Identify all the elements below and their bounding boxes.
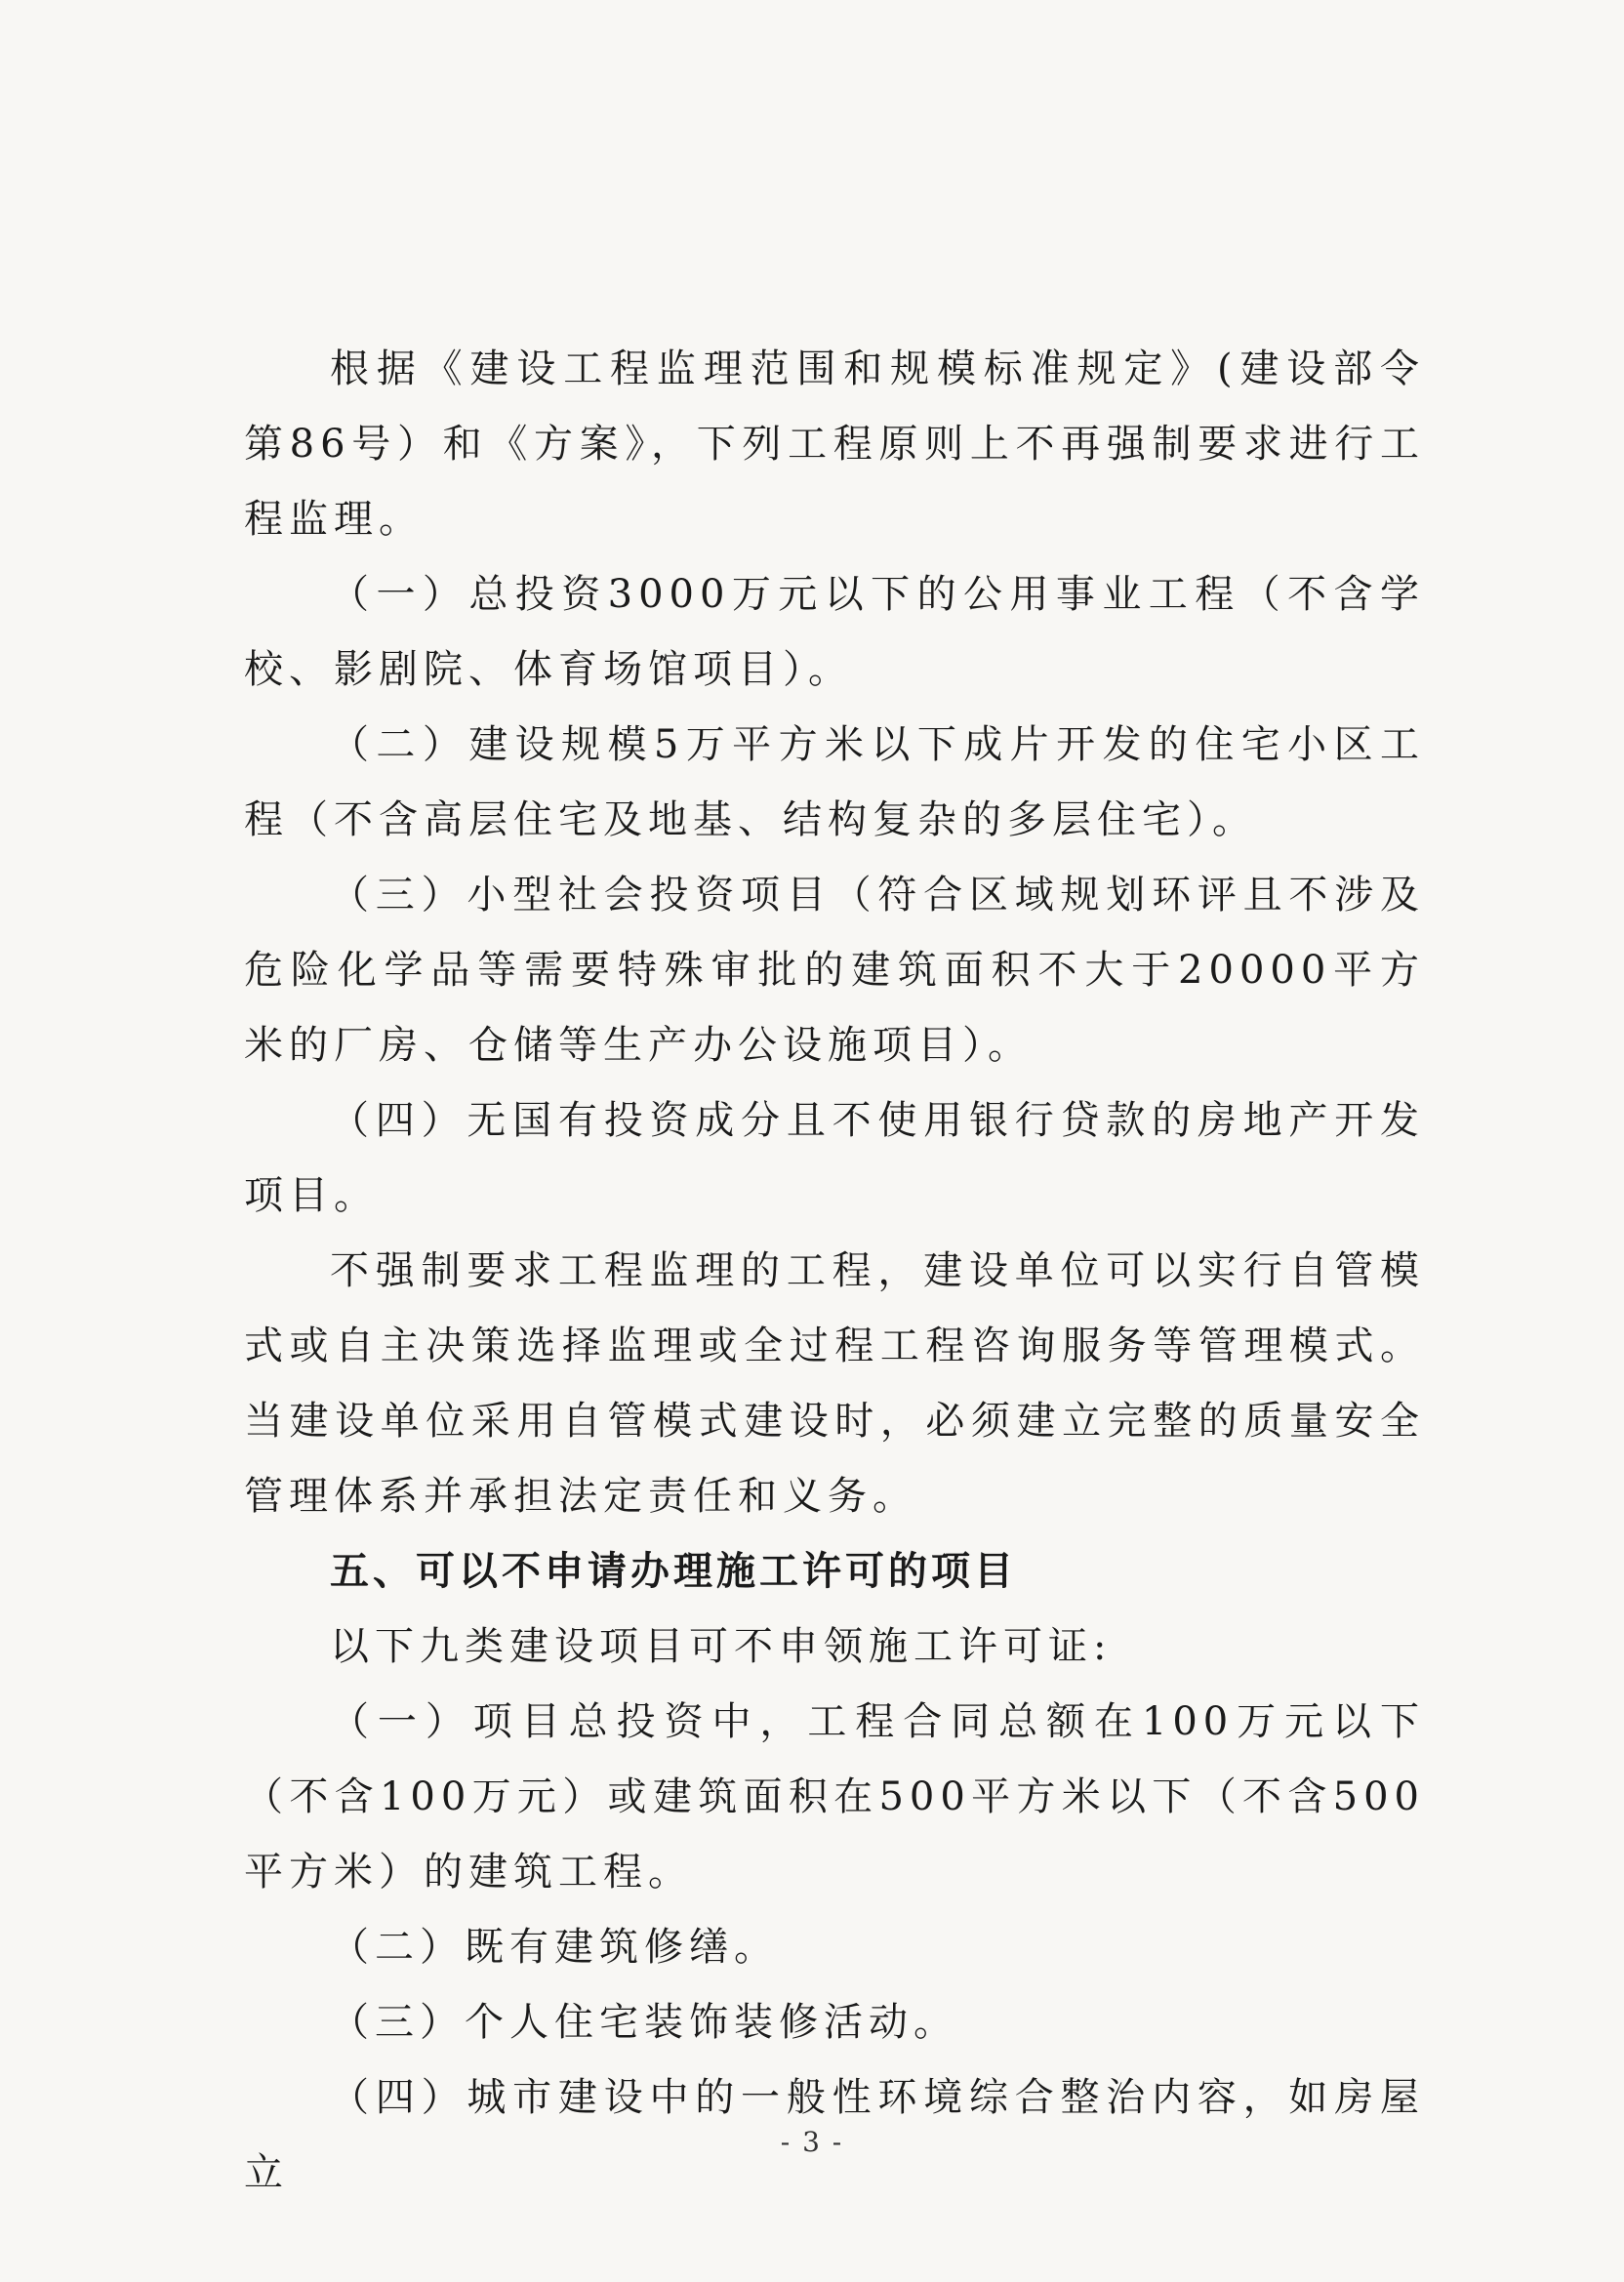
paragraph-permit-item-4: （四）城市建设中的一般性环境综合整治内容，如房屋立 — [244, 2075, 1425, 2195]
paragraph-nine-categories: 以下九类建设项目可不申领施工许可证: — [330, 1624, 1113, 1669]
paragraph-item-1-public-utility: （一）总投资3000万元以下的公用事业工程（不含学校、影剧院、体育场馆项目）。 — [244, 572, 1425, 692]
section-heading-five: 五、可以不申请办理施工许可的项目 — [330, 1549, 1017, 1594]
document-body — [244, 332, 1425, 2211]
paragraph-item-4-real-estate: （四）无国有投资成分且不使用银行贷款的房地产开发项目。 — [244, 1098, 1425, 1218]
paragraph-permit-item-1: （一）项目总投资中，工程合同总额在100万元以下（不含100万元）或建筑面积在500平方米以下（不含500平方米）的建筑工程。 — [244, 1699, 1425, 1895]
paragraph-self-management: 不强制要求工程监理的工程，建设单位可以实行自管模式或自主决策选择监理或全过程工程咨询服务等管理模式。当建设单位采用自管模式建设时，必须建立完整的质量安全管理体系并承担法定责任和义务。 — [244, 1248, 1425, 1519]
paragraph-regulation-basis: 根据《建设工程监理范围和规模标准规定》(建设部令第86号）和《方案》，下列工程原则上不再强制要求进行工程监理。 — [244, 346, 1425, 542]
page-number: - 3 - — [780, 2126, 844, 2158]
paragraph-permit-item-2: （二）既有建筑修缮。 — [330, 1925, 779, 1970]
paragraph-permit-item-3: （三）个人住宅装饰装修活动。 — [330, 2000, 958, 2045]
paragraph-item-3-small-social-investment: （三）小型社会投资项目（符合区域规划环评且不涉及危险化学品等需要特殊审批的建筑面积不大于20000平方米的厂房、仓储等生产办公设施项目）。 — [244, 873, 1425, 1068]
paragraph-item-2-residential: （二）建设规模5万平方米以下成片开发的住宅小区工程（不含高层住宅及地基、结构复杂的多层住宅）。 — [244, 722, 1425, 842]
